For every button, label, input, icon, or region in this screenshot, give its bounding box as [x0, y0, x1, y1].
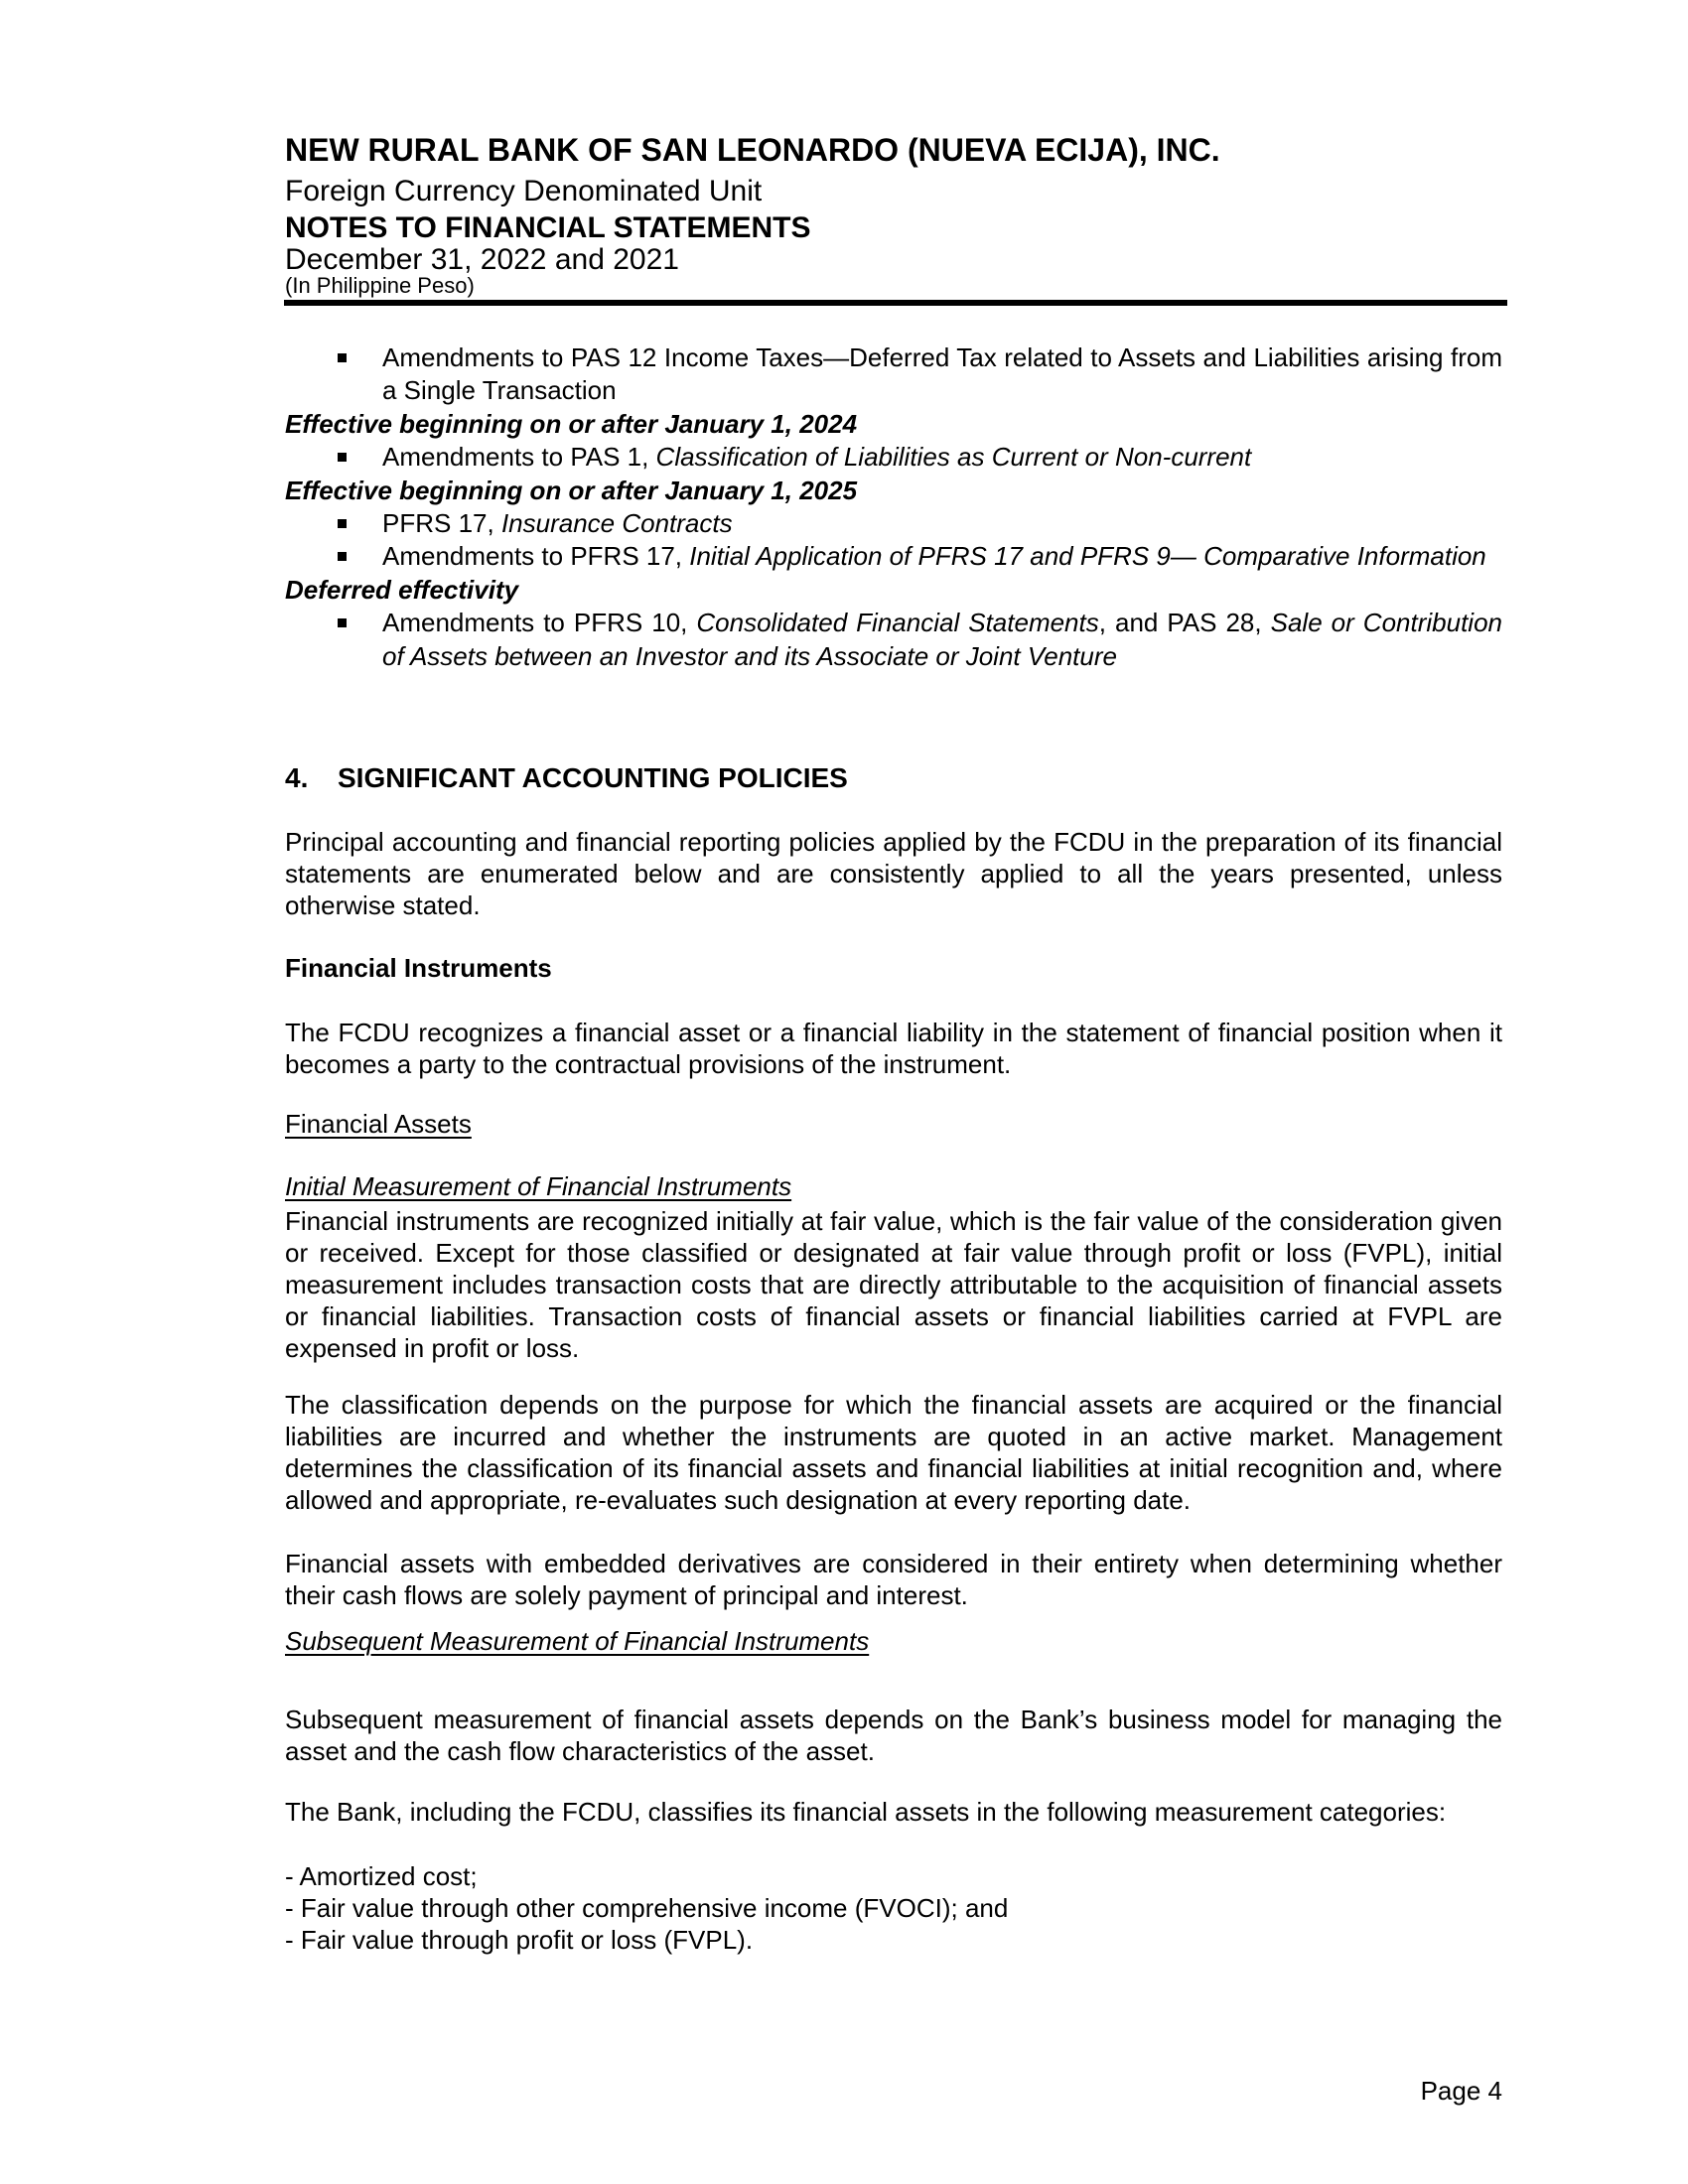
paragraph-classification: The classification depends on the purpose for which the financial assets are acquired or the financial liabilities are incurred and whether the instruments are quoted in an active market. Management determines the classification of its financial assets and financial liabilities at initial recognition and, where allowed and appropriate, re-evaluates such designation at every reporting date.	[285, 1390, 1502, 1515]
paragraph-embedded-derivatives: Financial assets with embedded derivatives are considered in their entirety when determining whether their cash flows are solely payment of principal and interest.	[285, 1549, 1502, 1610]
financial-instruments-heading: Financial Instruments	[285, 953, 552, 983]
heading-text: Effective beginning on or after January 1, 2024	[285, 408, 858, 439]
effectivity-heading	[285, 574, 1502, 607]
bullet-icon	[338, 552, 347, 561]
bank-title: NEW RURAL BANK OF SAN LEONARDO (NUEVA ECIJA), INC.	[285, 132, 1220, 168]
paragraph-initial-measurement: Financial instruments are recognized initially at fair value, which is the fair value of the consideration given or received. Except for those classified or designated at fair value through profit or loss (FVPL), initial measurement includes transaction costs that are directly attributable to the acquisition of financial assets or financial liabilities. Transaction costs of financial assets or financial liabilities carried at FVPL are expensed in profit or loss.	[285, 1206, 1502, 1363]
list-item: - Fair value through profit or loss (FVPL).	[285, 1925, 754, 1955]
paragraph-recognition: The FCDU recognizes a financial asset or a financial liability in the statement of financial position when it becomes a party to the contractual provisions of the instrument.	[285, 1018, 1502, 1079]
list-item-text: Amendments to PAS 1, Classification of Liabilities as Current or Non-current	[382, 442, 1252, 473]
paragraph-intro: Principal accounting and financial reporting policies applied by the FCDU in the preparation of its financial statements are enumerated below and are consistently applied to all the years presented, unless otherwise stated.	[285, 827, 1502, 920]
section-number: 4.	[285, 762, 309, 793]
list-item	[285, 341, 1502, 408]
list-item-text: Amendments to PFRS 17, Initial Application of PFRS 17 and PFRS 9— Comparative Information	[382, 541, 1486, 572]
currency-note: (In Philippine Peso)	[285, 273, 475, 298]
list-item-text: Amendments to PAS 12 Income Taxes—Deferred Tax related to Assets and Liabilities arising from a Single Transaction	[382, 342, 1502, 406]
section-heading	[285, 761, 1502, 795]
list-item: - Fair value through other comprehensive income (FVOCI); and	[285, 1893, 1009, 1923]
financial-assets-heading: Financial Assets	[285, 1109, 472, 1139]
section-title: SIGNIFICANT ACCOUNTING POLICIES	[338, 762, 848, 793]
bullet-icon	[338, 618, 347, 627]
header-divider	[284, 300, 1507, 306]
list-item	[285, 540, 1502, 573]
list-item-text: PFRS 17, Insurance Contracts	[382, 508, 733, 539]
list-item	[285, 607, 1502, 673]
list-item-text: Amendments to PFRS 10, Consolidated Financial Statements, and PAS 28, Sale or Contribution of Assets between an Investor and its Associate or Joint Venture	[382, 608, 1502, 671]
heading-text: Deferred effectivity	[285, 574, 519, 605]
date-line: December 31, 2022 and 2021	[285, 243, 679, 276]
heading-text: Effective beginning on or after January 1, 2025	[285, 475, 858, 505]
bullet-icon	[338, 453, 347, 462]
effectivity-heading	[285, 475, 1502, 507]
paragraph-measurement-categories: The Bank, including the FCDU, classifies its financial assets in the following measurement categories:	[285, 1797, 1447, 1827]
page-number: Page 4	[1420, 2076, 1502, 2106]
notes-title: NOTES TO FINANCIAL STATEMENTS	[285, 211, 811, 244]
initial-measurement-heading: Initial Measurement of Financial Instruments	[285, 1171, 792, 1201]
paragraph-subsequent-measurement: Subsequent measurement of financial assets depends on the Bank’s business model for managing the asset and the cash flow characteristics of the asset.	[285, 1705, 1502, 1766]
measurement-category-list	[285, 1860, 1502, 1956]
bullet-icon	[338, 353, 347, 362]
standards-list	[285, 341, 1502, 673]
list-item	[285, 507, 1502, 540]
subsequent-measurement-heading: Subsequent Measurement of Financial Instruments	[285, 1626, 870, 1656]
bullet-icon	[338, 519, 347, 528]
unit-subtitle: Foreign Currency Denominated Unit	[285, 175, 763, 207]
effectivity-heading	[285, 408, 1502, 441]
list-item: - Amortized cost;	[285, 1861, 478, 1891]
list-item	[285, 441, 1502, 474]
